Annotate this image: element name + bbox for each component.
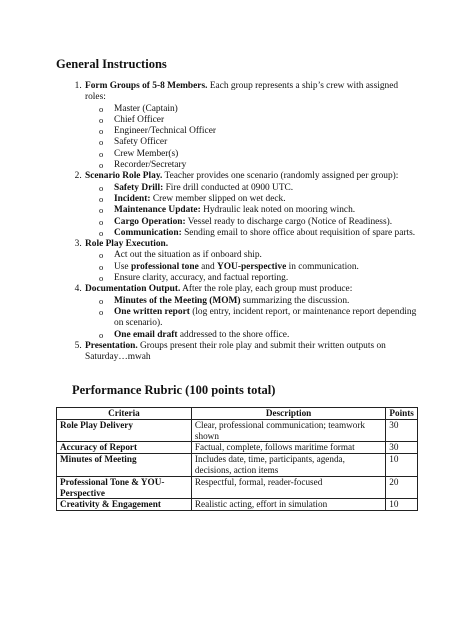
sub-item	[99, 330, 420, 341]
rubric-table	[56, 407, 418, 511]
step-item	[84, 284, 420, 340]
step-title: Scenario Role Play.	[85, 171, 163, 182]
sub-item-label: Incident:	[114, 193, 151, 204]
sub-item	[99, 183, 420, 194]
sub-item	[99, 194, 420, 205]
sub-item-label: Safety Drill:	[114, 182, 164, 193]
bullet-icon: o	[99, 273, 104, 284]
bullet-icon: o	[99, 182, 104, 193]
sub-item-text: Chief Officer	[114, 114, 165, 125]
points-cell: 20	[386, 476, 418, 499]
points-cell: 10	[386, 499, 418, 511]
general-instructions-heading: General Instructions	[56, 57, 167, 71]
sub-item	[99, 149, 420, 160]
sub-item-text: (log entry, incident report, or maintenance report depending on scenario).	[114, 306, 417, 329]
bullet-icon: o	[99, 114, 104, 125]
sub-item-label: YOU-perspective	[216, 261, 287, 272]
step-item	[84, 341, 420, 364]
table-header-row	[57, 408, 418, 420]
bullet-icon: o	[99, 306, 104, 317]
description-cell: Includes date, time, participants, agenda, decisions, action items	[191, 454, 385, 477]
scenario-sublist	[85, 183, 420, 239]
sub-item-text: Safety Officer	[114, 137, 168, 148]
sub-item	[99, 126, 420, 137]
table-row	[57, 499, 418, 511]
sub-item-text: addressed to the shore office.	[177, 329, 290, 340]
sub-item	[99, 228, 420, 239]
sub-item	[99, 296, 420, 307]
step-title: Documentation Output.	[85, 284, 181, 295]
bullet-icon: o	[99, 160, 104, 171]
sub-item-label: Cargo Operation:	[114, 216, 186, 227]
table-row	[57, 476, 418, 499]
column-header-points: Points	[386, 408, 418, 420]
sub-item	[99, 160, 420, 171]
instruction-steps-list	[58, 81, 420, 363]
rubric-heading: Performance Rubric (100 points total)	[72, 383, 276, 397]
bullet-icon: o	[99, 103, 104, 114]
description-cell: Factual, complete, follows maritime format	[191, 442, 385, 454]
step-text: After the role play, each group must produce:	[180, 284, 353, 295]
criteria-cell: Role Play Delivery	[57, 419, 192, 442]
step-title: Role Play Execution.	[85, 239, 169, 250]
sub-item-text: and	[198, 261, 217, 272]
sub-item	[99, 273, 420, 284]
points-cell: 10	[386, 454, 418, 477]
step-title: Presentation.	[85, 340, 138, 351]
sub-item-label: Maintenance Update:	[114, 205, 201, 216]
bullet-icon: o	[99, 216, 104, 227]
sub-item-text: Ensure clarity, accuracy, and factual reporting.	[114, 273, 289, 284]
step-item	[84, 81, 420, 171]
description-cell: Realistic acting, effort in simulation	[191, 499, 385, 511]
column-header-description: Description	[191, 408, 385, 420]
documentation-sublist	[85, 296, 420, 341]
bullet-icon: o	[99, 137, 104, 148]
criteria-cell: Minutes of Meeting	[57, 454, 192, 477]
sub-item-text: Vessel ready to discharge cargo (Notice of Readiness).	[185, 216, 393, 227]
sub-item-text: Fire drill conducted at 0900 UTC.	[163, 182, 294, 193]
criteria-cell: Creativity & Engagement	[57, 499, 192, 511]
sub-item	[99, 217, 420, 228]
bullet-icon: o	[99, 205, 104, 216]
sub-item-text: summarizing the discussion.	[240, 295, 350, 306]
criteria-cell: Professional Tone & YOU-Perspective	[57, 476, 192, 499]
bullet-icon: o	[99, 250, 104, 261]
description-cell: Respectful, formal, reader-focused	[191, 476, 385, 499]
step-item	[84, 171, 420, 239]
sub-item	[99, 205, 420, 216]
sub-item-text: in communication.	[286, 261, 359, 272]
points-cell: 30	[386, 442, 418, 454]
bullet-icon: o	[99, 193, 104, 204]
step-text: Groups present their role play and submit their written outputs on Saturday…mwah	[85, 340, 386, 363]
sub-item	[99, 307, 420, 330]
step-title: Form Groups of 5-8 Members.	[85, 81, 208, 91]
points-cell: 30	[386, 419, 418, 442]
step-text: Each group represents a ship’s crew with assigned roles:	[85, 81, 399, 103]
table-row	[57, 454, 418, 477]
sub-item-text: Sending email to shore office about requisition of spare parts.	[181, 227, 416, 238]
sub-item-text: Crew Member(s)	[114, 148, 179, 159]
sub-item-text: Crew member slipped on wet deck.	[150, 193, 286, 204]
criteria-cell: Accuracy of Report	[57, 442, 192, 454]
bullet-icon: o	[99, 261, 104, 272]
sub-item	[99, 137, 420, 148]
column-header-criteria: Criteria	[57, 408, 192, 420]
step-text: Teacher provides one scenario (randomly assigned per group):	[162, 171, 399, 182]
sub-item-text: Hydraulic leak noted on mooring winch.	[200, 205, 356, 216]
role-sublist	[85, 104, 420, 172]
sub-item	[99, 262, 420, 273]
table-row	[57, 419, 418, 442]
sub-item	[99, 250, 420, 261]
sub-item-text: Master (Captain)	[114, 103, 178, 114]
bullet-icon: o	[99, 126, 104, 137]
sub-item-text: Recorder/Secretary	[114, 160, 187, 171]
execution-sublist	[85, 250, 420, 284]
bullet-icon: o	[99, 227, 104, 238]
step-item	[84, 239, 420, 284]
table-row	[57, 442, 418, 454]
sub-item-label: Communication:	[114, 227, 182, 238]
sub-item-label: Minutes of the Meeting (MOM)	[114, 295, 241, 306]
sub-item-text: Use	[114, 261, 131, 272]
sub-item-text: Engineer/Technical Officer	[114, 126, 216, 137]
sub-item	[99, 104, 420, 115]
bullet-icon: o	[99, 148, 104, 159]
sub-item-label: One written report	[114, 306, 190, 317]
bullet-icon: o	[99, 329, 104, 340]
description-cell: Clear, professional communication; teamwork shown	[191, 419, 385, 442]
sub-item-label: professional tone	[130, 261, 199, 272]
sub-item-label: One email draft	[114, 329, 178, 340]
sub-item	[99, 115, 420, 126]
sub-item-text: Act out the situation as if onboard ship.	[114, 250, 262, 261]
bullet-icon: o	[99, 295, 104, 306]
